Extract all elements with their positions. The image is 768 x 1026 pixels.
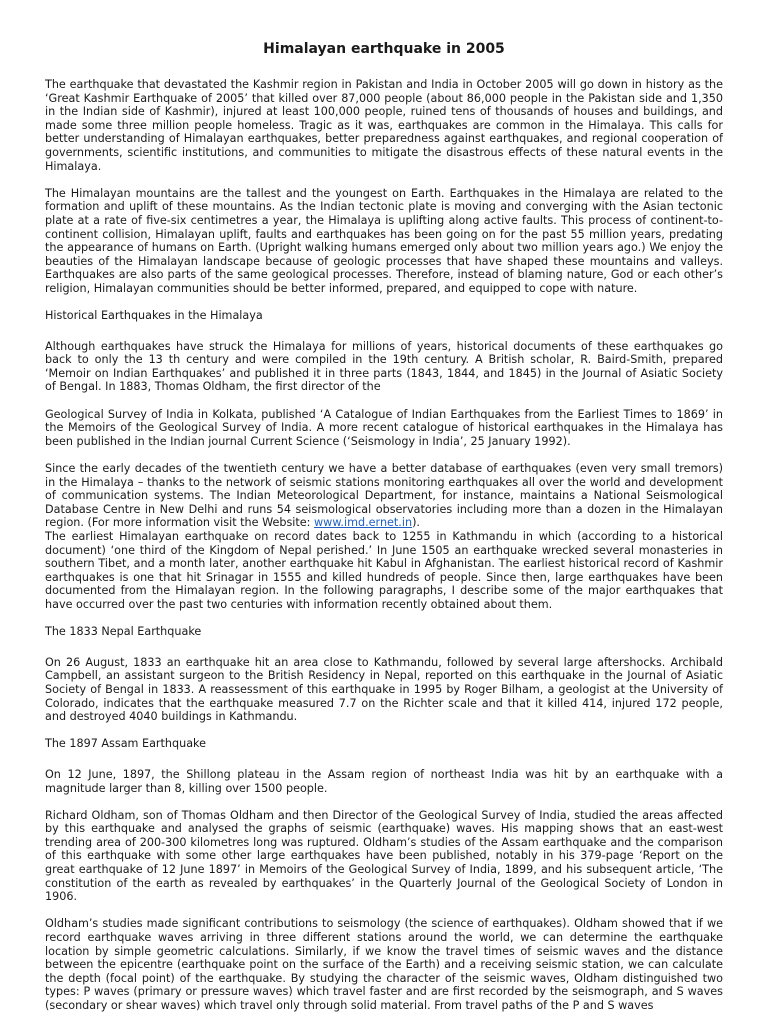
section-heading-historical: Historical Earthquakes in the Himalaya xyxy=(45,309,263,323)
document-page xyxy=(45,40,723,1026)
paragraph-seismic-database xyxy=(45,462,723,530)
section-heading-nepal: The 1833 Nepal Earthquake xyxy=(45,625,202,639)
paragraph-nepal-earthquake: On 26 August, 1833 an earthquake hit an area close to Kathmandu, followed by several large aftershocks. Archibald Campbell, an assistant surgeon to the British Residency in Nepal, reported on this earthquake in the Journal of Asiatic Society of Bengal in 1833. A reassessment of this earthquake in 1995 by Roger Bilham, a geologist at the University of Colorado, indicates that the earthquake measured 7.7 on the Richter scale and that it killed 414, injured 172 people, and destroyed 4040 buildings in Kathmandu. xyxy=(45,655,723,724)
paragraph-seismic-database-end: ). xyxy=(412,516,420,530)
section-heading-assam: The 1897 Assam Earthquake xyxy=(45,737,207,751)
paragraph-assam-earthquake: On 12 June, 1897, the Shillong plateau in the Assam region of northeast India was hit by an earthquake with a magnitude larger than 8, killing over 1500 people. xyxy=(45,767,723,795)
paragraph-historical-documents: Although earthquakes have struck the Himalaya for millions of years, historical documents of these earthquakes go back to only the 13 th century and were compiled in the 19th century. A British scholar, R. Baird-Smith, prepared ‘Memoir on Indian Earthquakes’ and published it in three parts (1843, 1844, and 1845) in the Journal of Asiatic Society of Bengal. In 1883, Thomas Oldham, the first director of the xyxy=(45,339,723,394)
document-title: Himalayan earthquake in 2005 xyxy=(263,41,505,57)
paragraph-seismic-database-text: Since the early decades of the twentieth century we have a better database of earthquakes (even very small tremors) in the Himalaya – thanks to the network of seismic stations monitoring earthquakes all over the world and development of communication systems. The Indian Meteorological Department, for instance, maintains a National Seismological Database Centre in New Delhi and runs 54 seismological observatories including more than a dozen in the Himalayan region. (For more information visit the Website: xyxy=(45,462,723,530)
paragraph-geological-survey: Geological Survey of India in Kolkata, published ‘A Catalogue of Indian Earthquakes from the Earliest Times to 1869’ in the Memoirs of the Geological Survey of India. A more recent catalogue of historical earthquakes in the Himalaya has been published in the Indian journal Current Science (‘Seismology in India’, 25 January 1992). xyxy=(45,407,723,448)
paragraph-earliest-earthquake: The earliest Himalayan earthquake on record dates back to 1255 in Kathmandu in which (according to a historical document) ‘one third of the Kingdom of Nepal perished.’ In June 1505 an earthquake wrecked several monasteries in southern Tibet, and a month later, another earthquake hit Kabul in Afghanistan. The earliest historical record of Kashmir earthquakes is one that hit Srinagar in 1555 and killed hundreds of people. Since then, large earthquakes have been documented from the Himalayan region. In the following paragraphs, I describe some of the major earthquakes that have occurred over the past two centuries with information recently obtained about them. xyxy=(45,530,723,611)
paragraph-intro: The earthquake that devastated the Kashmir region in Pakistan and India in October 2005 will go down in history as the ‘Great Kashmir Earthquake of 2005’ that killed over 87,000 people (about 86,000 people in the Pakistan side and 1,350 in the Indian side of Kashmir), injured at least 100,000 people, ruined tens of thousands of houses and buildings, and made some three million people homeless. Tragic as it was, earthquakes are common in the Himalaya. This calls for better understanding of Himalayan earthquakes, better preparedness against earthquakes, and regional cooperation of governments, scientific institutions, and communities to mitigate the disastrous effects of these natural events in the Himalaya. xyxy=(45,78,723,173)
paragraph-richard-oldham: Richard Oldham, son of Thomas Oldham and then Director of the Geological Survey of India, studied the areas affected by this earthquake and analysed the graphs of seismic (earthquake) waves. His mapping shows that an east-west trending area of 200-300 kilometres long was ruptured. Oldham’s studies of the Assam earthquake and the comparison of this earthquake with some other large earthquakes have been published, notably in his 379-page ‘Report on the great earthquake of 12 June 1897’ in Memoirs of the Geological Survey of India, 1899, and his subsequent article, ‘The constitution of the earth as revealed by earthquakes’ in the Quarterly Journal of the Geological Society of London in 1906. xyxy=(45,808,723,904)
imd-website-link[interactable]: www.imd.ernet.in xyxy=(314,516,413,530)
paragraph-himalayan-mountains: The Himalayan mountains are the tallest and the youngest on Earth. Earthquakes in the Himalaya are related to the formation and uplift of these mountains. As the Indian tectonic plate is moving and converging with the Asian tectonic plate at a rate of five-six centimetres a year, the Himalaya is uplifting along active faults. This process of continent-to-continent collision, Himalayan uplift, faults and earthquakes has been going on for the past 55 million years, predating the appearance of humans on Earth. (Upright walking humans emerged only about two million years ago.) We enjoy the beauties of the Himalayan landscape because of geologic processes that have shaped these mountains and valleys. Earthquakes are also parts of the same geological processes. Therefore, instead of blaming nature, God or each other’s religion, Himalayan communities should be better informed, prepared, and equipped to cope with nature. xyxy=(45,186,723,295)
paragraph-oldham-contributions: Oldham’s studies made significant contributions to seismology (the science of earthquakes). Oldham showed that if we record earthquake waves arriving in three different stations around the world, we can determine the earthquake location by simple geometric calculations. Similarly, if we know the travel times of seismic waves and the distance between the epicentre (earthquake point on the surface of the Earth) and a receiving seismic station, we can calculate the depth (focal point) of the earthquake. By studying the character of the seismic waves, Oldham distinguished two types: P waves (primary or pressure waves) which travel faster and are first recorded by the seismograph, and S waves (secondary or shear waves) which travel only through solid material. From travel paths of the P and S waves xyxy=(45,917,723,1012)
